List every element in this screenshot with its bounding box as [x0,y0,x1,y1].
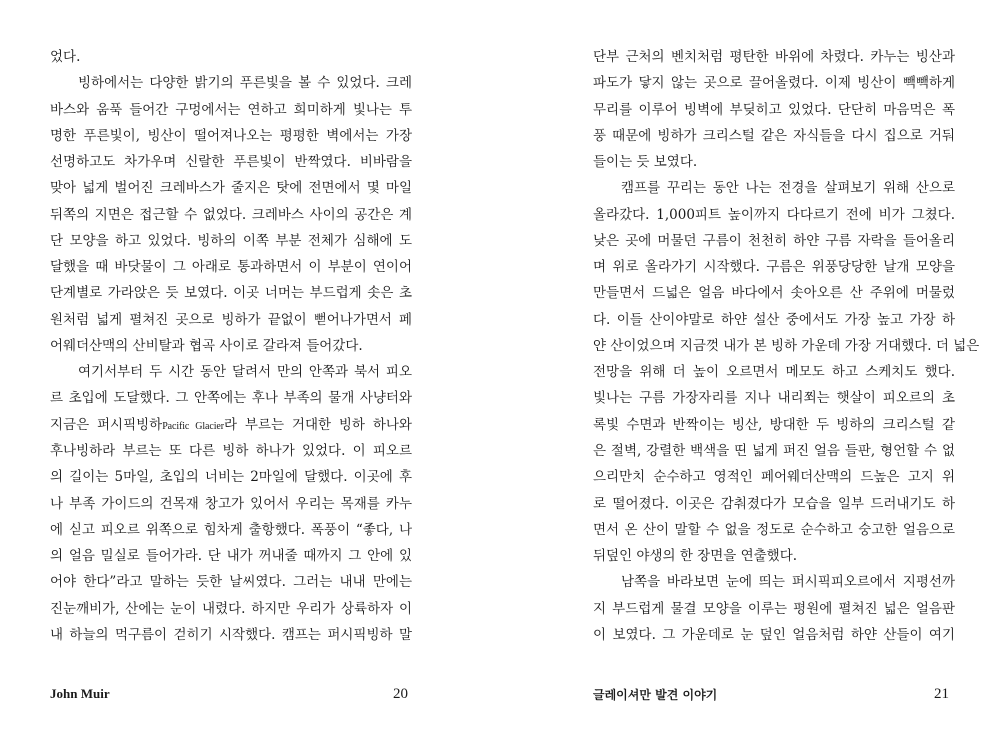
text-line: 록빛 수면과 반짝이는 빙산, 방대한 두 빙하의 크리스털 같 [593,416,955,433]
text-line: 빛나는 구름 가장자리를 지나 내리쬐는 햇살이 피오르의 초 [593,390,955,407]
text-line: 파도가 닿지 않는 곳으로 끌어올렸다. 이제 빙산이 빽빽하게 [593,75,955,92]
text-line: 에 싣고 피오르 위쪽으로 힘차게 출항했다. 폭풍이 “좋다, 나 [50,521,412,538]
text-line: 르 초입에 도달했다. 그 안쪽에는 후나 부족의 물개 사냥터와 [50,390,412,407]
text-line: 진눈깨비가, 산에는 눈이 내렸다. 하지만 우리가 상륙하자 이 [50,600,412,617]
right-page-footer [593,683,955,705]
left-page-body [50,44,412,648]
text-line: 후나빙하라 부르는 또 다른 빙하 하나가 있었다. 이 피오르 [50,442,412,459]
text-line-with-gloss [50,412,412,438]
text-segment: 지금은 퍼시픽빙하 [50,416,163,433]
right-page-body [593,44,980,648]
text-line: 어웨더산맥의 산비탈과 협곡 사이로 갈라져 들어갔다. [50,337,363,354]
page-number: 21 [934,685,949,702]
text-line: 나 부족 가이드의 건목재 창고가 있어서 우리는 목재를 카누 [50,495,412,512]
paragraph [593,175,980,569]
text-line: 면서 온 산이 말할 수 없을 정도로 순수하고 숭고한 얼음으로 [593,521,955,538]
text-line: 뒤쪽의 지면은 접근할 수 없었다. 크레바스 사이의 공간은 계 [50,206,412,223]
page-number: 20 [393,685,408,702]
text-line: 낮은 곳에 머물던 구름이 천천히 하얀 구름 자락을 들어올리 [593,232,955,249]
text-line: 선명하고도 차가우며 신랄한 푸른빛이 반짝였다. 비바람을 [50,154,412,171]
english-gloss: Pacific Glacier [162,420,224,432]
running-head: John Muir [50,686,110,701]
paragraph [50,44,412,70]
text-segment: 라 부르는 거대한 빙하 하나와 [223,416,412,433]
text-line: 캠프를 꾸리는 동안 나는 전경을 살펴보기 위해 산으로 [621,180,955,197]
paragraph [593,44,955,175]
text-line: 다. 이들 산이야말로 하얀 설산 중에서도 가장 높고 가장 하 [593,311,955,328]
text-line: 의 얼음 밀실로 들어가라. 단 내가 꺼내줄 때까지 그 안에 있 [50,548,412,565]
text-line: 은 절벽, 강렬한 백색을 띤 넓게 퍼진 얼음 들판, 형언할 수 없 [593,442,955,459]
paragraph [50,359,412,648]
text-line: 지 부드럽게 물결 모양을 이루는 평원에 펼쳐진 넓은 얼음판 [593,600,955,617]
text-line: 어야 한다”라고 말하는 듯한 날씨였다. 그러는 내내 만에는 [50,574,412,591]
text-line: 원처럼 넓게 펼쳐진 곳으로 빙하가 끝없이 뻗어나가면서 페 [50,311,412,328]
text-line: 풍 때문에 빙하가 크리스털 같은 자식들을 다시 집으로 거둬 [593,127,955,144]
paragraph [50,70,412,359]
text-line: 이 보였다. 그 가운데로 눈 덮인 얼음처럼 하얀 산들이 여기 [593,626,955,643]
text-line: 의 길이는 5마일, 초입의 너비는 2마일에 달했다. 이곳에 후 [50,469,412,486]
text-line: 단계별로 가라앉은 듯 보였다. 이곳 너머는 부드럽게 솟은 초 [50,285,412,302]
text-line: 으리만치 순수하고 영적인 페어웨더산맥의 드높은 고지 위 [593,469,955,486]
text-line: 로 떨어졌다. 이곳은 감춰졌다가 모습을 일부 드러내기도 하 [593,495,955,512]
text-line: 여기서부터 두 시간 동안 달려서 만의 안쪽과 북서 피오 [78,364,412,381]
text-line: 얀 산이었으며 지금껏 내가 본 빙하 가운데 가장 거대했다. 더 넓은 [593,337,980,354]
text-line: 남쪽을 바라보면 눈에 띄는 퍼시픽피오르에서 지평선까 [621,574,955,591]
text-line: 올라갔다. 1,000피트 높이까지 다다르기 전에 비가 그쳤다. [593,206,955,223]
text-line: 단 모양을 하고 있었다. 빙하의 이쪽 부분 전체가 심해에 도 [50,232,412,249]
running-head: 글레이셔만 발견 이야기 [593,687,718,702]
text-line: 달했을 때 바닷물이 그 아래로 통과하면서 이 부분이 연이어 [50,259,412,276]
text-line: 만들면서 드넓은 얼음 바다에서 솟아오른 산 주위에 머물렀 [593,285,955,302]
text-line: 빙하에서는 다양한 밝기의 푸른빛을 볼 수 있었다. 크레 [78,75,412,92]
text-line: 전망을 위해 더 높이 오르면서 메모도 하고 스케치도 했다. [593,364,955,381]
text-line: 단부 근처의 벤치처럼 평탄한 바위에 차렸다. 카누는 빙산과 [593,49,955,65]
text-line: 었다. [50,49,81,65]
text-line: 맞아 넓게 벌어진 크레바스가 줄지은 탓에 전면에서 몇 마일 [50,180,412,197]
paragraph [593,569,955,648]
text-line: 무리를 이루어 빙벽에 부딪히고 있었다. 단단히 마음먹은 폭 [593,101,955,118]
text-line: 뒤덮인 야생의 한 장면을 연출했다. [593,548,798,565]
left-page-footer [50,683,412,705]
text-line: 들이는 듯 보였다. [593,154,698,171]
text-line: 며 위로 올라가기 시작했다. 구름은 위풍당당한 날개 모양을 [593,259,955,276]
text-line: 바스와 움푹 들어간 구멍에서는 연하고 희미하게 빛나는 투 [50,101,412,118]
text-line: 내 하늘의 먹구름이 걷히기 시작했다. 캠프는 퍼시픽빙하 말 [50,626,412,643]
text-line: 명한 푸른빛이, 빙산이 떨어져나오는 평평한 벽에서는 가장 [50,127,412,144]
